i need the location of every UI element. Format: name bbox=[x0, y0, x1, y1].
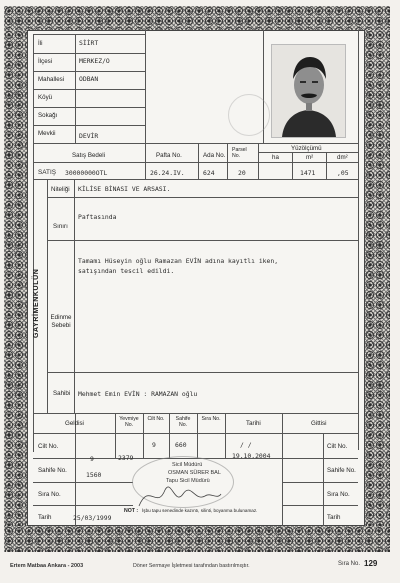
border-left bbox=[4, 30, 27, 526]
satis-value: 30000000OTL bbox=[65, 169, 108, 177]
row-cilt-label: Cilt No. bbox=[38, 443, 59, 450]
parsel-value: 20 bbox=[238, 169, 246, 177]
ha-header: ha bbox=[272, 154, 279, 161]
left-sahife-value: 9 bbox=[90, 455, 94, 463]
note-text: İşbu tapu senedinde kazıntı, silinti, boyanma bulunamaz. bbox=[142, 508, 258, 513]
ada-value: 624 bbox=[203, 169, 215, 177]
sahibi-label: Sahibi bbox=[53, 390, 71, 397]
tarih-col-value: / / bbox=[240, 441, 252, 449]
mahalle-label: Mahallesi bbox=[38, 76, 65, 83]
sahibi-value: Mehmet Emin EVİN : RAMAZAN oğlu bbox=[78, 390, 198, 398]
left-sira-value: 1560 bbox=[86, 471, 102, 479]
note-label: NOT : bbox=[124, 508, 139, 514]
right-tarih-label: Tarih bbox=[327, 514, 341, 521]
stamp-line-3: Tapu Sicil Müdürü bbox=[166, 478, 210, 484]
gayrimenkul-side-label: GAYRİMENKULÜN bbox=[33, 268, 40, 338]
siniri-label: Sınırı bbox=[53, 223, 68, 230]
ilce-value: MERKEZ/O bbox=[79, 57, 110, 65]
footer-sira-label: Sıra No. bbox=[338, 561, 361, 567]
m2-header: m² bbox=[306, 154, 314, 161]
footer-center: Döner Sermaye İşletmesi tarafından bastırılmıştır. bbox=[133, 563, 250, 569]
sira-header: Sıra No. bbox=[201, 416, 221, 422]
sahife-no-value: 660 bbox=[175, 441, 187, 449]
right-sira-label: Sıra No. bbox=[327, 491, 350, 498]
gittisi-header: Gittisi bbox=[311, 420, 327, 427]
yevmiye-value: 2379 bbox=[118, 454, 134, 462]
row-sira-label: Sıra No. bbox=[38, 491, 61, 498]
mevki-label: Mevkii bbox=[38, 130, 56, 137]
edinme-line-2: satışından tescil edildi. bbox=[78, 267, 175, 275]
stamp-line-2: OSMAN SÜRER BAL bbox=[168, 470, 221, 476]
niteligi-label: Niteliği bbox=[51, 186, 70, 193]
edinme-line-1: Tamamı Hüseyin oğlu Ramazan EVİN adına kayıtlı iken, bbox=[78, 257, 279, 265]
border-bottom bbox=[4, 526, 390, 552]
m2-value: 1471 bbox=[300, 169, 316, 177]
right-sahife-label: Sahife No. bbox=[327, 467, 356, 474]
cilt-header: Cilt No. bbox=[147, 416, 165, 422]
sahife-header: Sahife No. bbox=[175, 416, 191, 428]
border-top bbox=[4, 6, 390, 30]
cilt-no-value: 9 bbox=[152, 441, 156, 449]
footer-sira-value: 129 bbox=[364, 559, 378, 568]
pafta-header: Pafta No. bbox=[156, 152, 182, 159]
ilce-label: İlçesi bbox=[38, 58, 53, 65]
koy-label: Köyü bbox=[38, 94, 53, 101]
mahalle-value: ODBAN bbox=[79, 75, 99, 83]
satis-bedeli-header: Satış Bedeli bbox=[72, 152, 106, 159]
il-value: SİİRT bbox=[79, 39, 99, 47]
tarih-col-value-2: 19.10.2004 bbox=[232, 452, 271, 460]
mevki-value: DEVİR bbox=[79, 132, 99, 140]
stamp-line-1: Sicil Müdürü bbox=[172, 462, 203, 468]
parsel-header: Parsel No. bbox=[232, 147, 247, 159]
border-right bbox=[365, 30, 390, 526]
footer-printer: Ertem Matbaa Ankara - 2003 bbox=[10, 563, 84, 569]
yuzolcumu-header: Yüzölçümü bbox=[291, 145, 322, 152]
siniri-value: Paftasında bbox=[78, 213, 117, 221]
row-sahife-label: Sahife No. bbox=[38, 467, 67, 474]
tarih-header: Tarihi bbox=[246, 420, 261, 427]
satis-label: SATIŞ bbox=[38, 169, 56, 176]
right-cilt-label: Cilt No. bbox=[327, 443, 348, 450]
il-label: İli bbox=[38, 40, 43, 47]
faded-stamp bbox=[228, 94, 270, 136]
tarih-date-value: 25/03/1999 bbox=[73, 514, 112, 522]
niteligi-value: KİLİSE BİNASI VE ARSASI. bbox=[78, 185, 171, 193]
owner-photo bbox=[271, 44, 346, 138]
dm2-header: dm² bbox=[337, 154, 348, 161]
pafta-value: 26.24.IV. bbox=[150, 169, 185, 177]
sokak-label: Sokağı bbox=[38, 112, 58, 119]
dm2-value: ,05 bbox=[337, 169, 349, 177]
ada-header: Ada No. bbox=[203, 152, 226, 159]
yevmiye-header: Yevmiye No. bbox=[119, 416, 139, 428]
row-tarih-label: Tarih bbox=[38, 514, 52, 521]
geldisi-header: Geldisi bbox=[65, 420, 84, 427]
edinme-label: Edinme Sebebi bbox=[50, 314, 72, 329]
